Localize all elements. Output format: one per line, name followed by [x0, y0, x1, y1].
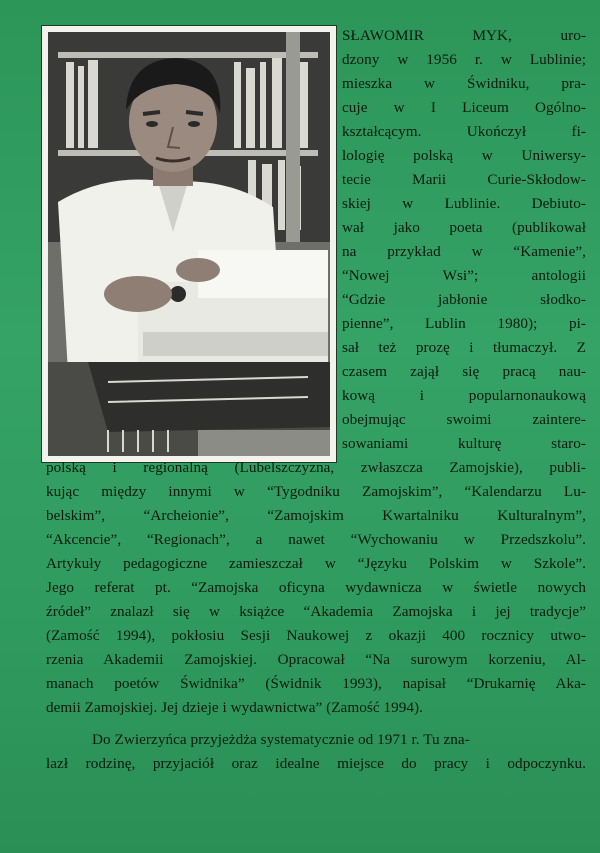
bio-line: kową i popularnonaukową — [342, 387, 586, 404]
bio-line: tecie Marii Curie-Skłodow- — [342, 171, 586, 188]
bio-line: obejmując swoimi zaintere- — [342, 411, 586, 428]
bio-line: cuje w I Liceum Ogólno- — [342, 99, 586, 116]
bio-line: Artykuły pedagogiczne zamieszczał w “Języku Polskim w Szkole”. — [46, 555, 586, 572]
bio-line: mieszka w Świdniku, pra- — [342, 75, 586, 92]
bio-line: źródeł” znalazł się w książce “Akademia Zamojska i jej tradycje” — [46, 603, 586, 620]
bio-line: (Zamość 1994), pokłosiu Sesji Naukowej z okazji 400 rocznicy utwo- — [46, 627, 586, 644]
bio-line: wał jako poeta (publikował — [342, 219, 586, 236]
bio-line: czasem zajął się pracą nau- — [342, 363, 586, 380]
bio-line: Jego referat pt. “Zamojska oficyna wydawnicza w świetle nowych — [46, 579, 586, 596]
bio-line: rzenia Akademii Zamojskiej. Opracował “Na surowym korzeniu, Al- — [46, 651, 586, 668]
bio-line: skiej w Lublinie. Debiuto- — [342, 195, 586, 212]
bio-line: “Gdzie jabłonie słodko- — [342, 291, 586, 308]
bio-line: polską i regionalną (Lubelszczyzna, zwłaszcza Zamojskie), publi- — [46, 459, 586, 476]
bio-line: dzony w 1956 r. w Lublinie; — [342, 51, 586, 68]
bio-line: manach poetów Świdnika” (Świdnik 1993), napisał “Drukarnię Aka- — [46, 675, 586, 692]
bio-line: na przykład w “Kamenie”, — [342, 243, 586, 260]
bio-line: lazł rodzinę, przyjaciół oraz idealne miejsce do pracy i odpoczynku. — [46, 755, 586, 772]
bio-line: Do Zwierzyńca przyjeżdża systematycznie od 1971 r. Tu zna- — [92, 731, 470, 748]
bio-line: demii Zamojskiej. Jej dzieje i wydawnictwa” (Zamość 1994). — [46, 699, 423, 716]
bio-line: “Nowej Wsi”; antologii — [342, 267, 586, 284]
bio-line: SŁAWOMIR MYK, uro- — [342, 27, 586, 44]
bio-line: pienne”, Lublin 1980); pi- — [342, 315, 586, 332]
bio-line: lologię polską w Uniwersy- — [342, 147, 586, 164]
bio-line: sał też prozę i tłumaczył. Z — [342, 339, 586, 356]
bio-line: “Akcencie”, “Regionach”, a nawet “Wychowaniu w Przedszkolu”. — [46, 531, 586, 548]
bio-line: sowaniami kulturę staro- — [342, 435, 586, 452]
bio-line: kształcącym. Ukończył fi- — [342, 123, 586, 140]
bio-line: kując między innymi w “Tygodniku Zamojskim”, “Kalendarzu Lu- — [46, 483, 586, 500]
bio-line: belskim”, “Archeionie”, “Zamojskim Kwartalniku Kulturalnym”, — [46, 507, 586, 524]
